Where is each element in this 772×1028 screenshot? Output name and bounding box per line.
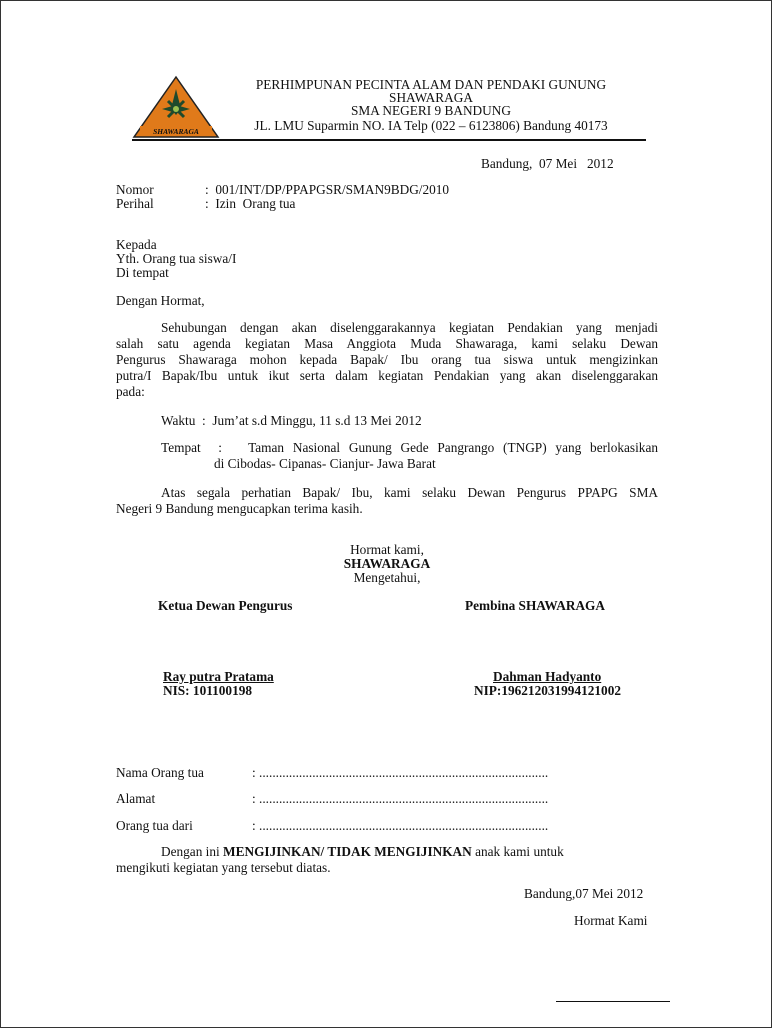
recipient-kepada: Kepada [116,237,157,252]
shawaraga-logo [132,75,220,139]
header-address: JL. LMU Suparmin NO. IA Telp (022 – 6123806) Bandung 40173 [254,118,608,133]
child-name-field[interactable]: : ....................................................................................... [252,818,549,833]
logo-text: SHAWARAGA [153,127,199,136]
closing-mengetahui: Mengetahui, [353,570,421,585]
parent-name-label: Nama Orang tua [116,765,204,780]
recipient-place: Di tempat [116,265,169,280]
consent-suffix: anak kami untuk [471,844,564,859]
header-school: SMA NEGERI 9 BANDUNG [351,103,511,118]
footer-hormat: Hormat Kami [574,913,648,928]
letter-date: Bandung, 07 Mei 2012 [481,156,614,171]
address-label: Alamat [116,791,156,806]
event-place-line2: di Cibodas- Cipanas- Cianjur- Jawa Barat [214,456,436,471]
right-signatory-name: Dahman Hadyanto [493,669,602,684]
body-para2-line: Negeri 9 Bandung mengucapkan terima kasih. [116,501,363,516]
signature-line [556,1001,670,1002]
left-signatory-id: NIS: 101100198 [163,683,253,698]
body-para1-line: Pengurus Shawaraga mohon kepada Bapak/ Ibu orang tua siswa untuk mengizinkan [116,352,658,367]
perihal-label: Perihal [116,196,154,211]
header-org-line: PERHIMPUNAN PECINTA ALAM DAN PENDAKI GUNUNG [255,77,607,92]
recipient-yth: Yth. Orang tua siswa/I [116,251,237,266]
left-signatory-name: Ray putra Pratama [163,669,274,684]
closing-org: SHAWARAGA [343,556,431,571]
consent-choice: MENGIJINKAN/ TIDAK MENGIJINKAN [223,844,472,859]
body-para1-line: putra/I Bapak/Ibu untuk ikut serta dalam kegiatan Pendakian yang akan diselenggarakan [116,368,658,383]
salutation: Dengan Hormat, [116,293,205,308]
right-signatory-title: Pembina SHAWARAGA [465,598,605,613]
consent-statement [161,844,564,860]
body-para1-line: Sehubungan dengan akan diselenggarakannya kegiatan Pendakian yang menjadi [161,320,658,335]
left-signatory-title: Ketua Dewan Pengurus [158,598,293,613]
consent-prefix: Dengan ini [161,844,224,859]
body-para1-line: salah satu agenda kegiatan Masa Anggiota Muda Shawaraga, kami selaku Dewan [116,336,658,351]
body-para2-line: Atas segala perhatian Bapak/ Ibu, kami selaku Dewan Pengurus PPAPG SMA [161,485,658,500]
header-divider [132,139,646,141]
perihal-value: : Izin Orang tua [205,196,296,211]
event-time: Waktu : Jum’at s.d Minggu, 11 s.d 13 Mei 2012 [161,413,422,428]
event-place: Tempat : Taman Nasional Gunung Gede Pangrango (TNGP) yang berlokasikan [161,440,658,455]
footer-date: Bandung,07 Mei 2012 [524,886,644,901]
header-org-name: SHAWARAGA [389,90,473,105]
parent-name-field[interactable]: : ....................................................................................... [252,765,549,780]
closing-hormat: Hormat kami, [350,542,424,557]
nomor-label: Nomor [116,182,154,197]
right-signatory-id: NIP:196212031994121002 [474,683,621,698]
nomor-value: : 001/INT/DP/PPAPGSR/SMAN9BDG/2010 [205,182,450,197]
body-para1-line: pada: [116,384,145,399]
consent-line2: mengikuti kegiatan yang tersebut diatas. [116,860,331,875]
address-field[interactable]: : ....................................................................................... [252,791,549,806]
child-name-label: Orang tua dari [116,818,193,833]
